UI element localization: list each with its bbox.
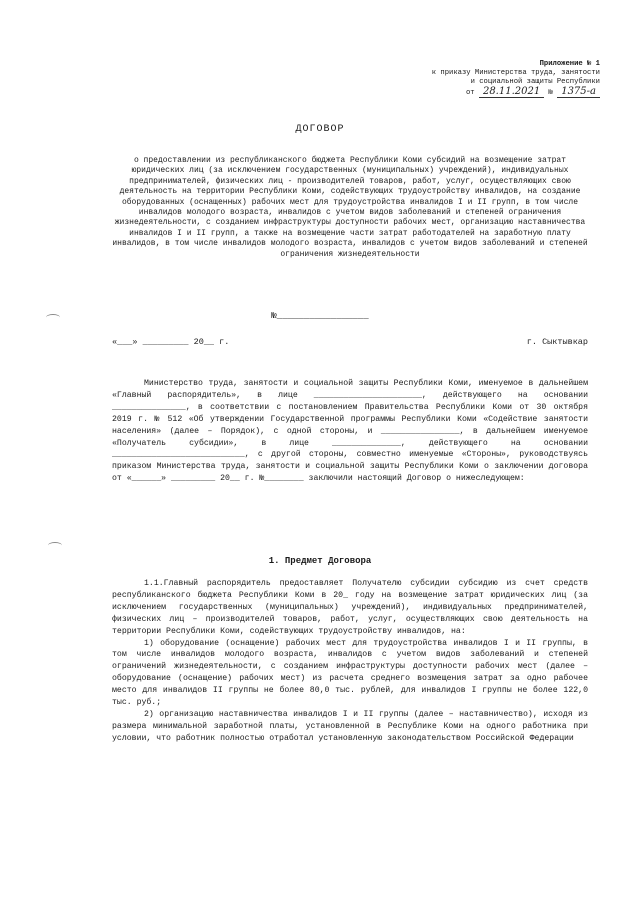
section1-body [112, 578, 588, 745]
handwritten-date: 28.11.2021 [479, 86, 544, 98]
preamble-block [112, 378, 588, 485]
city-name: г. Сыктывкар [526, 337, 588, 347]
paragraph-1-1: 1.1.Главный распорядитель предоставляет Получателю субсидии субсидию из счет средств республиканского бюджета Республики Коми в 20_ году на возмещение затрат юридических лиц (за исключением государственных (муниципальных) учреждений), индивидуальных предпринимателей, физических лиц – производителей товаров, работ, услуг, осуществляющих свою деятельность на территории Республики Коми, содействующих трудоустройству инвалидов, на: [112, 579, 588, 636]
handwritten-number: 1375-а [557, 86, 600, 98]
preamble-paragraph: Министерство труда, занятости и социальной защиты Республики Коми, именуемое в дальнейшем «Главный распорядитель», в лице ______________________, действующего на основании _______________, в соответствии с постановлением Правительства Республики Коми от 30 октября 2019 г. № 512 «Об утверждении Государственной программы Республики Коми «Содействие занятости населения» (далее – Порядок), с одной стороны, и ________________, в дальнейшем именуемое «Получатель субсидии», в лице ______________, действующего на основании ___________________________, с другой стороны, совместно именуемые «Стороны», руководствуясь приказом Министерства труда, занятости и социальной защиты Республики Коми о заключении договора от «______» _________ 20__ г. №________ заключили настоящий Договор о нижеследующем: [112, 379, 588, 484]
paragraph-1-1-2: 2) организацию наставничества инвалидов I и II группы (далее – наставничество), исходя из размера минимальной заработной платы, установленной в Республике Коми на одного работника при условии, что работник полностью отработал установленную законодательством Российской Федерации [112, 709, 588, 743]
appendix-date-line [380, 87, 600, 98]
section1-heading: 1. Предмет Договора [268, 556, 372, 566]
date-prefix: от [465, 89, 475, 97]
margin-mark [48, 542, 62, 549]
appendix-title: Приложение № 1 [539, 60, 600, 68]
margin-mark [46, 314, 60, 321]
document-subtitle: о предоставлении из республиканского бюджета Республики Коми субсидий на возмещение затрат юридических лиц (за исключением государственных (муниципальных) учреждений), индивидуальных предпринимателей, физических лиц - производителей товаров, работ, услуг, осуществляющих свою деятельность на территории Республики Коми, содействующих трудоустройству инвалидов, на создание оборудованных (оснащенных) рабочих мест для трудоустройства инвалидов I и II групп, в том числе инвалидов молодого возраста, инвалидов с учетом видов заболеваний и степеней ограничения жизнедеятельности, с созданием инфраструктуры доступности рабочих мест, организацию наставничества инвалидов I и II групп, а также на возмещение части затрат работодателей на заработную плату инвалидов, в том числе инвалидов молодого возраста, инвалидов с учетом видов заболеваний и степеней ограничения жизнедеятельности [112, 156, 588, 259]
appendix-line1: к приказу Министерства труда, занятости [431, 69, 600, 77]
paragraph-1-1-1: 1) оборудование (оснащение) рабочих мест для трудоустройства инвалидов I и II группы, в том числе инвалидов молодого возраста, инвалидов с учетом видов заболеваний и степеней ограничений жизнедеятельности, с созданием инфраструктуры доступности рабочих мест (далее – оборудование (оснащение) рабочих мест) из расчета среднего возмещения затрат за одно рабочее место для инвалидов II группы не более 80,0 тыс. рублей, для инвалидов I группы не более 122,0 тыс. руб.; [112, 638, 588, 708]
appendix-line2: и социальной защиты Республики [470, 78, 600, 86]
appendix-block [380, 60, 600, 98]
contract-number-line: №_________________ [271, 311, 369, 321]
document-title: ДОГОВОР [295, 124, 345, 135]
number-prefix: № [548, 89, 553, 97]
contract-date-blank: «___» _________ 20__ г. [112, 337, 230, 347]
